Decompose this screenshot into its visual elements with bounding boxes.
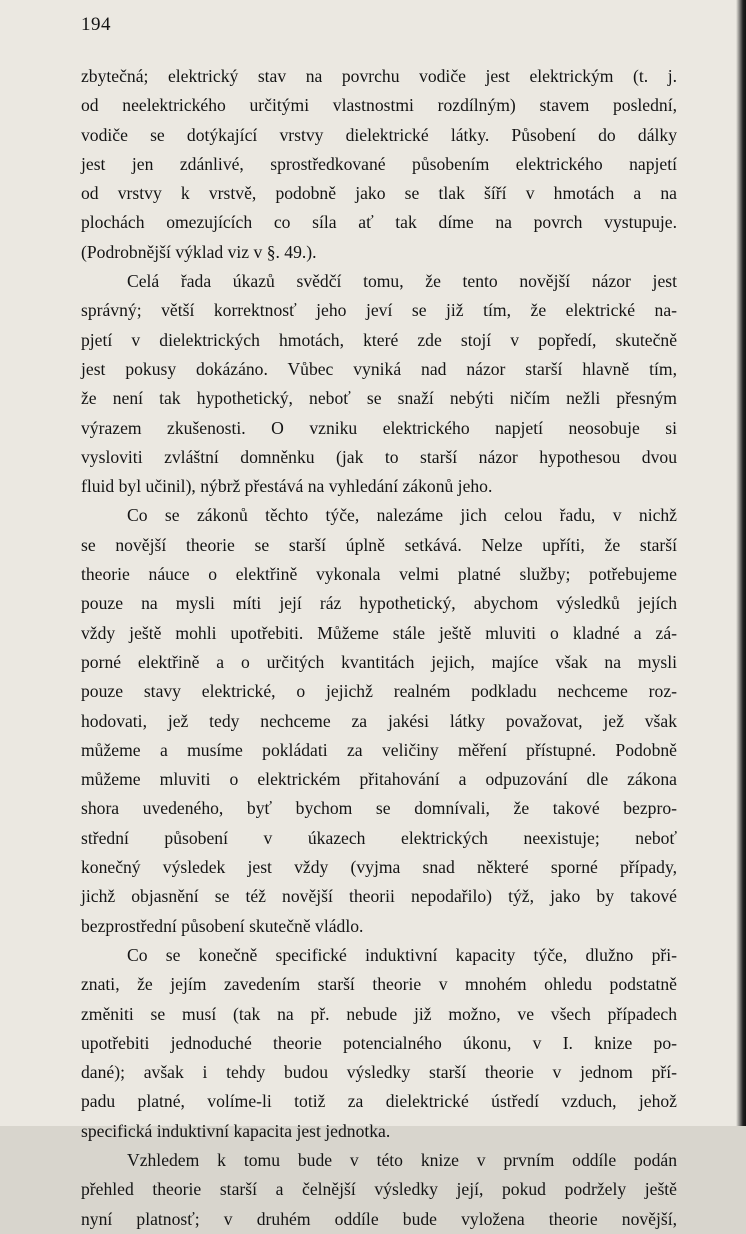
text-line: pouze stavy elektrické, o jejichž realném podkladu nechceme roz- bbox=[81, 681, 677, 702]
text-line: vysloviti zvláštní domněnku (jak to starší názor hypothesou dvou bbox=[81, 446, 677, 467]
text-line: konečný výsledek jest vždy (vyjma snad některé sporné případy, bbox=[81, 857, 677, 878]
page-edge-shadow bbox=[736, 0, 746, 1126]
text-line: plochách omezujících co síla ať tak díme na povrch vystupuje. bbox=[81, 212, 677, 233]
text-line: můžeme a musíme pokládati za veličiny měření přístupné. Podobně bbox=[81, 739, 677, 760]
text-line: Vzhledem k tomu bude v této knize v prvním oddíle podán bbox=[127, 1149, 677, 1170]
text-line: Co se zákonů těchto týče, nalezáme jich celou řadu, v nichž bbox=[127, 505, 677, 526]
text-line: nyní platnosť; v druhém oddíle bude vyložena theorie novější, bbox=[81, 1208, 677, 1229]
body-text bbox=[81, 62, 677, 1234]
text-line: porné elektřině a o určitých kvantitách jejich, majíce však na mysli bbox=[81, 651, 677, 672]
text-line: jest jen zdánlivé, sprostředkované působením elektrického napjetí bbox=[81, 153, 677, 174]
text-line: (Podrobnější výklad viz v §. 49.). bbox=[81, 241, 317, 262]
text-line: dané); avšak i tehdy budou výsledky starší theorie v jednom pří- bbox=[81, 1062, 677, 1083]
text-line: Co se konečně specifické induktivní kapacity týče, dlužno při- bbox=[127, 944, 677, 965]
text-line: změniti se musí (tak na př. nebude již možno, ve všech případech bbox=[81, 1003, 677, 1024]
page-number: 194 bbox=[81, 14, 111, 35]
text-line: upotřebiti jednoduché theorie potencialného úkonu, v I. knize po- bbox=[81, 1032, 677, 1053]
text-line: přehled theorie starší a čelnější výsledky její, pokud podržely ještě bbox=[81, 1179, 677, 1200]
text-line: Celá řada úkazů svědčí tomu, že tento novější názor jest bbox=[127, 271, 677, 292]
text-line: vodiče se dotýkající vrstvy dielektrické látky. Působení do dálky bbox=[81, 124, 677, 145]
text-line: znati, že jejím zavedením starší theorie v mnohém ohledu podstatně bbox=[81, 974, 677, 995]
text-line: jichž objasnění se též novější theorii nepodařilo) týž, jako by takové bbox=[81, 886, 677, 907]
text-line: že není tak hypothetický, neboť se snaží nebýti ničím nežli přesným bbox=[81, 388, 677, 409]
text-line: padu platné, volíme-li totiž za dielektrické ústředí vzduch, jehož bbox=[81, 1091, 677, 1112]
text-line: bezprostřední působení skutečně vládlo. bbox=[81, 915, 364, 936]
text-line: shora uvedeného, byť bychom se domnívali, že takové bezpro- bbox=[81, 798, 677, 819]
text-line: střední působení v úkazech elektrických neexistuje; neboť bbox=[81, 827, 677, 848]
text-line: se novější theorie se starší úplně setkává. Nelze upříti, že starší bbox=[81, 534, 677, 555]
text-line: pjetí v dielektrických hmotách, které zde stojí v popředí, skutečně bbox=[81, 329, 677, 350]
text-line: výrazem zkušenosti. O vzniku elektrického napjetí neosobuje si bbox=[81, 417, 677, 438]
text-line: fluid byl učinil), nýbrž přestává na vyhledání zákonů jeho. bbox=[81, 476, 493, 497]
text-line: zbytečná; elektrický stav na povrchu vodiče jest elektrickým (t. j. bbox=[81, 66, 677, 86]
text-line: pouze na mysli míti její ráz hypothetický, abychom výsledků jejích bbox=[81, 593, 677, 614]
text-line: od vrstvy k vrstvě, podobně jako se tlak šíří v hmotách a na bbox=[81, 183, 677, 204]
text-line: theorie náuce o elektřině vykonala velmi platné služby; potřebujeme bbox=[81, 564, 677, 585]
text-line: vždy ještě mohli upotřebiti. Můžeme stále ještě mluviti o kladné a zá- bbox=[81, 622, 677, 643]
text-line: jest pokusy dokázáno. Vůbec vyniká nad názor starší hlavně tím, bbox=[81, 358, 677, 379]
text-line: správný; větší korrektnosť jeho jeví se již tím, že elektrické na- bbox=[81, 300, 677, 321]
text-line: hodovati, jež tedy nechceme za jakési látky považovat, jež však bbox=[81, 710, 677, 731]
text-line: můžeme mluviti o elektrickém přitahování a odpuzování dle zákona bbox=[81, 769, 677, 790]
text-line: od neelektrického určitými vlastnostmi rozdílným) stavem poslední, bbox=[81, 95, 677, 116]
text-line: specifická induktivní kapacita jest jednotka. bbox=[81, 1120, 391, 1141]
